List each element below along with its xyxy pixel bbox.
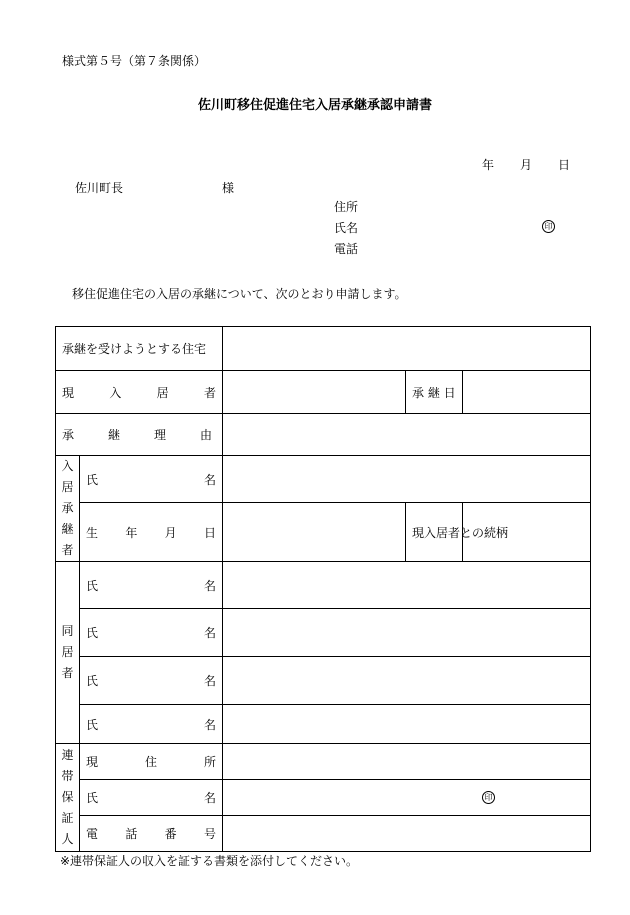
house-value[interactable] [223, 327, 591, 371]
guarantor-name-row [56, 780, 591, 816]
seal-icon: 印 [542, 218, 555, 233]
relationship-label: 現入居者との続柄 [406, 503, 463, 562]
cohabitant-name-label: 氏 名 [80, 705, 223, 744]
cohabitant-name-value[interactable] [223, 705, 591, 744]
cohabitant-name-label: 氏 名 [80, 562, 223, 609]
document-title: 佐川町移住促進住宅入居承継承認申請書 [197, 98, 432, 113]
succession-date-label: 承 継 日 [406, 371, 463, 414]
footer-note: ※連帯保証人の収入を証する書類を添付してください。 [60, 854, 359, 868]
successor-birthdate-row [56, 503, 591, 562]
succession-reason-row [56, 414, 591, 456]
successor-name-value[interactable] [223, 456, 591, 503]
date-day-label: 日 [558, 158, 571, 172]
house-label: 承継を受けようとする住宅 [56, 327, 223, 371]
cohabitant-name-value[interactable] [223, 562, 591, 609]
guarantor-name-label: 氏 名 [80, 780, 223, 816]
successor-name-label: 氏 名 [80, 456, 223, 503]
guarantor-seal-icon: 印 [482, 791, 495, 804]
recipient-honorific: 様 [222, 181, 235, 195]
cohabitant-row-4 [56, 705, 591, 744]
date-year-label: 年 [482, 158, 495, 172]
cohabitant-name-label: 氏 名 [80, 609, 223, 657]
guarantor-phone-value[interactable] [223, 816, 591, 852]
cohabitant-row-2 [56, 609, 591, 657]
guarantor-address-value[interactable] [223, 744, 591, 780]
succession-reason-label: 承 継 理 由 [56, 414, 223, 456]
cohabitant-name-value[interactable] [223, 657, 591, 705]
current-resident-value[interactable] [223, 371, 406, 414]
guarantor-phone-label: 電 話 番 号 [80, 816, 223, 852]
successor-name-row [56, 456, 591, 503]
form-number: 様式第５号（第７条関係） [62, 54, 207, 68]
applicant-address-label: 住所 [334, 200, 359, 214]
date-month-label: 月 [520, 158, 533, 172]
intro-text: 移住促進住宅の入居の承継について、次のとおり申請します。 [72, 287, 407, 301]
guarantor-group-label: 連 帯 保 証 人 [56, 744, 80, 852]
current-resident-row [56, 371, 591, 414]
succession-reason-value[interactable] [223, 414, 591, 456]
successor-birthdate-label: 生 年 月 日 [80, 503, 223, 562]
current-resident-label: 現 入 居 者 [56, 371, 223, 414]
cohabitant-row-1 [56, 562, 591, 609]
application-table [55, 326, 591, 852]
cohabitant-name-label: 氏 名 [80, 657, 223, 705]
guarantor-phone-row [56, 816, 591, 852]
cohabitant-group-label: 同 居 者 [56, 562, 80, 744]
succession-date-value[interactable] [463, 371, 591, 414]
guarantor-address-row [56, 744, 591, 780]
successor-group-label: 入 居 承 継 者 [56, 456, 80, 562]
cohabitant-name-value[interactable] [223, 609, 591, 657]
successor-birthdate-value[interactable] [223, 503, 406, 562]
cohabitant-row-3 [56, 657, 591, 705]
guarantor-address-label: 現 住 所 [80, 744, 223, 780]
recipient: 佐川町長 [75, 181, 124, 195]
guarantor-name-value[interactable] [223, 780, 591, 816]
applicant-name-label: 氏名 [334, 221, 359, 235]
house-row [56, 327, 591, 371]
applicant-phone-label: 電話 [334, 242, 359, 256]
